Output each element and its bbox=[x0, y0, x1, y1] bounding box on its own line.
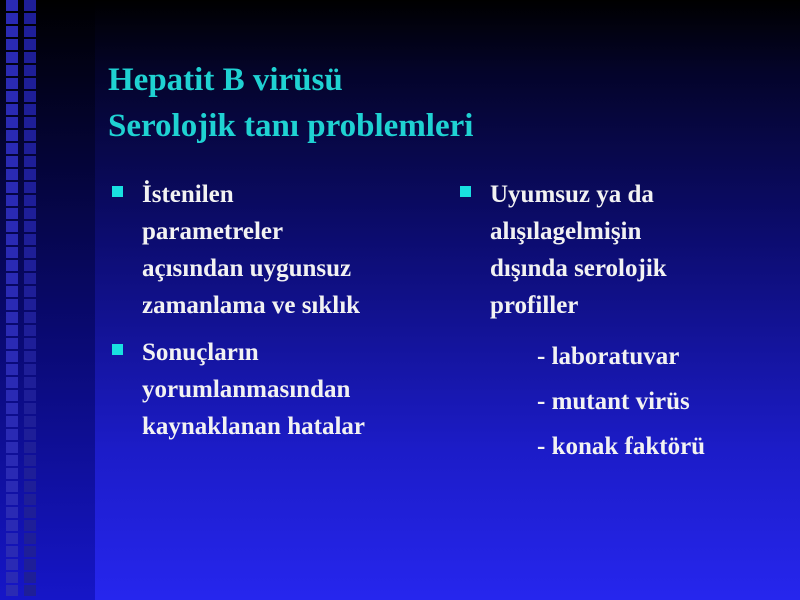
decorative-square bbox=[24, 117, 36, 128]
decorative-square bbox=[24, 299, 36, 310]
decorative-square bbox=[6, 390, 18, 401]
decorative-square bbox=[6, 572, 18, 583]
square-pattern-column bbox=[24, 0, 36, 598]
decorative-square bbox=[6, 312, 18, 323]
decorative-square bbox=[6, 130, 18, 141]
bullet-text-line: profiller bbox=[490, 292, 579, 319]
decorative-square bbox=[6, 13, 18, 24]
decorative-square bbox=[24, 26, 36, 37]
decorative-square bbox=[6, 0, 18, 11]
decorative-square bbox=[6, 468, 18, 479]
decorative-square bbox=[6, 481, 18, 492]
decorative-square bbox=[24, 351, 36, 362]
bullet-text-line: yorumlanmasından bbox=[142, 376, 351, 403]
decorative-square bbox=[6, 221, 18, 232]
decorative-square bbox=[24, 507, 36, 518]
decorative-square bbox=[6, 182, 18, 193]
decorative-square bbox=[24, 403, 36, 414]
decorative-square bbox=[24, 494, 36, 505]
decorative-square bbox=[24, 429, 36, 440]
decorative-square bbox=[6, 520, 18, 531]
decorative-square bbox=[24, 442, 36, 453]
decorative-square bbox=[24, 572, 36, 583]
decorative-square bbox=[24, 546, 36, 557]
decorative-square bbox=[24, 585, 36, 596]
decorative-square bbox=[24, 286, 36, 297]
square-bullet-icon bbox=[112, 344, 123, 355]
decorative-square bbox=[24, 182, 36, 193]
decorative-square bbox=[6, 91, 18, 102]
decorative-square bbox=[24, 208, 36, 219]
decorative-square bbox=[24, 260, 36, 271]
decorative-square bbox=[6, 273, 18, 284]
decorative-square bbox=[6, 364, 18, 375]
decorative-square bbox=[24, 273, 36, 284]
sub-item: - laboratuvar bbox=[537, 343, 680, 370]
decorative-square bbox=[6, 416, 18, 427]
decorative-square bbox=[6, 546, 18, 557]
bullet-text-line: kaynaklanan hatalar bbox=[142, 413, 365, 440]
decorative-square bbox=[24, 13, 36, 24]
bullet-text-line: Uyumsuz ya da bbox=[490, 181, 654, 208]
decorative-square bbox=[24, 377, 36, 388]
decorative-square bbox=[24, 390, 36, 401]
decorative-square bbox=[24, 143, 36, 154]
decorative-square bbox=[6, 299, 18, 310]
bullet-item bbox=[458, 176, 778, 324]
decorative-square bbox=[24, 39, 36, 50]
decorative-square bbox=[6, 507, 18, 518]
decorative-square bbox=[24, 520, 36, 531]
decorative-square bbox=[24, 104, 36, 115]
decorative-square bbox=[24, 65, 36, 76]
decorative-square bbox=[6, 325, 18, 336]
decorative-square bbox=[6, 260, 18, 271]
sub-item-list bbox=[458, 334, 778, 469]
decorative-square bbox=[6, 65, 18, 76]
sub-item: - konak faktörü bbox=[537, 433, 706, 460]
decorative-square bbox=[6, 78, 18, 89]
square-pattern-column bbox=[6, 0, 18, 598]
decorative-square bbox=[24, 416, 36, 427]
decorative-square bbox=[24, 78, 36, 89]
decorative-square bbox=[24, 559, 36, 570]
decorative-square bbox=[6, 39, 18, 50]
bullet-item bbox=[110, 176, 400, 324]
sub-item: - mutant virüs bbox=[537, 388, 690, 415]
decorative-square bbox=[24, 130, 36, 141]
decorative-square bbox=[6, 104, 18, 115]
bullet-text-line: alışılagelmişin bbox=[490, 218, 642, 245]
bullet-text-line: Sonuçların bbox=[142, 339, 259, 366]
bullet-item bbox=[110, 334, 400, 445]
bullet-text-line: zamanlama ve sıklık bbox=[142, 292, 361, 319]
decorative-square bbox=[24, 0, 36, 11]
decorative-square bbox=[24, 533, 36, 544]
decorative-square bbox=[6, 208, 18, 219]
decorative-square bbox=[6, 494, 18, 505]
slide-title-line: Serolojik tanı problemleri bbox=[108, 108, 474, 144]
decorative-square bbox=[24, 91, 36, 102]
decorative-square bbox=[6, 234, 18, 245]
decorative-square bbox=[24, 221, 36, 232]
decorative-square bbox=[6, 403, 18, 414]
decorative-square bbox=[24, 338, 36, 349]
decorative-square bbox=[6, 377, 18, 388]
decorative-square bbox=[6, 442, 18, 453]
decorative-square bbox=[24, 312, 36, 323]
decorative-square bbox=[6, 559, 18, 570]
slide-title-line: Hepatit B virüsü bbox=[108, 62, 343, 98]
bullet-text-line: parametreler bbox=[142, 218, 284, 245]
decorative-square bbox=[6, 26, 18, 37]
decorative-square bbox=[6, 117, 18, 128]
decorative-square bbox=[24, 169, 36, 180]
decorative-square bbox=[6, 52, 18, 63]
bullet-text-line: dışında serolojik bbox=[490, 255, 667, 282]
decorative-square bbox=[6, 351, 18, 362]
decorative-square bbox=[24, 468, 36, 479]
decorative-square bbox=[24, 325, 36, 336]
decorative-square bbox=[24, 247, 36, 258]
decorative-square bbox=[6, 585, 18, 596]
decorative-square bbox=[6, 429, 18, 440]
square-bullet-icon bbox=[112, 186, 123, 197]
decorative-square bbox=[6, 156, 18, 167]
slide-title bbox=[108, 57, 473, 149]
decorative-square bbox=[6, 338, 18, 349]
bullet-text-line: açısından uygunsuz bbox=[142, 255, 352, 282]
decorative-square bbox=[6, 195, 18, 206]
decorative-square bbox=[24, 52, 36, 63]
decorative-square bbox=[24, 364, 36, 375]
decorative-square bbox=[6, 286, 18, 297]
decorative-square bbox=[24, 481, 36, 492]
bullet-text-line: İstenilen bbox=[142, 181, 234, 208]
decorative-square bbox=[6, 533, 18, 544]
decorative-square bbox=[24, 455, 36, 466]
decorative-square bbox=[6, 455, 18, 466]
decorative-left-strip bbox=[0, 0, 95, 600]
decorative-square bbox=[6, 143, 18, 154]
decorative-square bbox=[24, 195, 36, 206]
decorative-square bbox=[6, 169, 18, 180]
right-column bbox=[458, 176, 778, 469]
decorative-square bbox=[24, 234, 36, 245]
decorative-square bbox=[24, 156, 36, 167]
left-column bbox=[110, 176, 400, 455]
square-bullet-icon bbox=[460, 186, 471, 197]
decorative-square bbox=[6, 247, 18, 258]
